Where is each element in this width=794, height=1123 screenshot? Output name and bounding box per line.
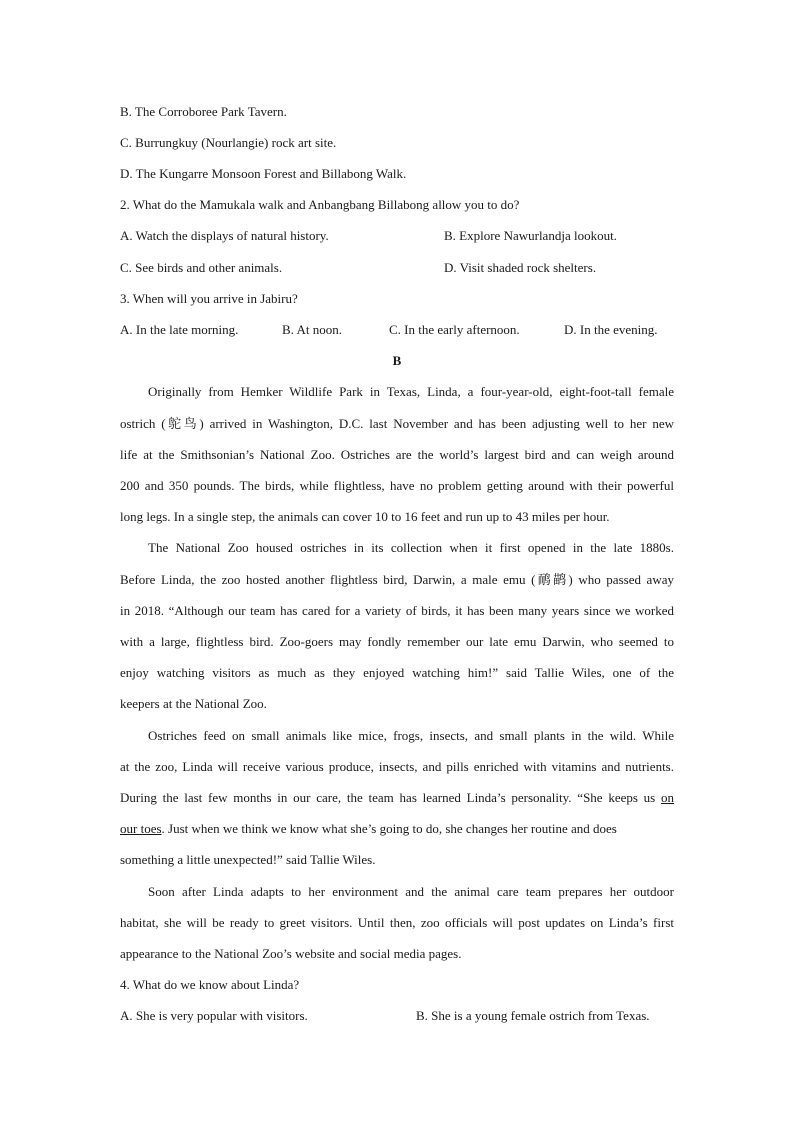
underlined-phrase: on (661, 790, 675, 805)
q4-question: 4. What do we know about Linda? (120, 977, 300, 992)
q3-option-b: B. At noon. (282, 322, 342, 337)
underlined-phrase: our toes (120, 821, 162, 836)
q2-option-b: B. Explore Nawurlandja lookout. (444, 228, 617, 243)
q3-option-a: A. In the late morning. (120, 322, 239, 337)
passage-p1-line: 200 and 350 pounds. The birds, while flightless, have no problem getting around with their powerful (120, 478, 674, 493)
section-title: B (392, 353, 402, 368)
passage-p2-line: keepers at the National Zoo. (120, 696, 267, 711)
q4-option-a: A. She is very popular with visitors. (120, 1008, 308, 1023)
q3-option-c: C. In the early afternoon. (389, 322, 520, 337)
q1-option-c: C. Burrungkuy (Nourlangie) rock art site. (120, 135, 337, 150)
passage-p3-line: at the zoo, Linda will receive various produce, insects, and pills enriched with vitamins and nutrients. (120, 759, 674, 774)
q2-question: 2. What do the Mamukala walk and Anbangbang Billabong allow you to do? (120, 197, 520, 212)
passage-p3-line (120, 819, 674, 839)
passage-p1-line: ostrich (鸵鸟) arrived in Washington, D.C. last November and has been adjusting well to her new (120, 416, 674, 431)
passage-p4-line: Soon after Linda adapts to her environment and the animal care team prepares her outdoor (148, 884, 674, 899)
passage-p3-text: During the last few months in our care, the team has learned Linda’s personality. “She keeps us (120, 790, 656, 805)
passage-p3-line (120, 788, 674, 808)
q4-option-b: B. She is a young female ostrich from Texas. (416, 1008, 650, 1023)
passage-p3-line: something a little unexpected!” said Tallie Wiles. (120, 852, 376, 867)
q1-option-b: B. The Corroboree Park Tavern. (120, 104, 287, 119)
q1-option-d: D. The Kungarre Monsoon Forest and Billabong Walk. (120, 166, 407, 181)
passage-p1-line: life at the Smithsonian’s National Zoo. Ostriches are the world’s largest bird and can weigh around (120, 447, 674, 462)
passage-p2-line: in 2018. “Although our team has cared for a variety of birds, it has been many years since we worked (120, 603, 674, 618)
passage-p2-line: with a large, flightless bird. Zoo-goers may fondly remember our late emu Darwin, who seemed to (120, 634, 674, 649)
passage-p4-line: appearance to the National Zoo’s website and social media pages. (120, 946, 462, 961)
q2-option-a: A. Watch the displays of natural history. (120, 228, 329, 243)
passage-p2-line: The National Zoo housed ostriches in its collection when it first opened in the late 1880s. (148, 540, 674, 555)
passage-p1-line: Originally from Hemker Wildlife Park in Texas, Linda, a four-year-old, eight-foot-tall female (148, 384, 674, 399)
q3-option-d: D. In the evening. (564, 322, 658, 337)
q3-question: 3. When will you arrive in Jabiru? (120, 291, 298, 306)
passage-p2-line: enjoy watching visitors as much as they enjoyed watching him!” said Tallie Wiles, one of the (120, 665, 674, 680)
q2-option-d: D. Visit shaded rock shelters. (444, 260, 597, 275)
passage-p1-line: long legs. In a single step, the animals can cover 10 to 16 feet and run up to 43 miles per hour. (120, 509, 610, 524)
passage-p3-text: . Just when we think we know what she’s going to do, she changes her routine and does (161, 821, 617, 836)
passage-p4-line: habitat, she will be ready to greet visitors. Until then, zoo officials will post updates on Linda’s first (120, 915, 674, 930)
q2-option-c: C. See birds and other animals. (120, 260, 283, 275)
passage-p2-line: Before Linda, the zoo hosted another flightless bird, Darwin, a male emu (鸸鹋) who passed away (120, 572, 674, 587)
passage-p3-line: Ostriches feed on small animals like mice, frogs, insects, and small plants in the wild. While (148, 728, 674, 743)
